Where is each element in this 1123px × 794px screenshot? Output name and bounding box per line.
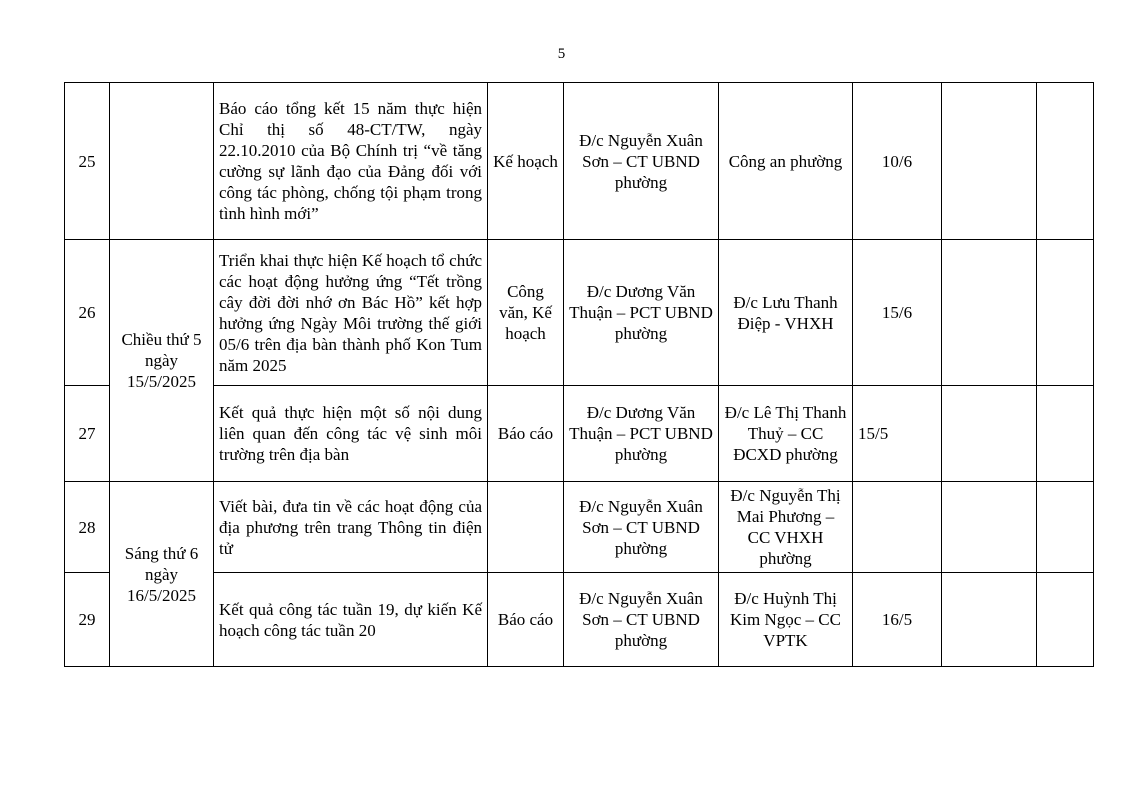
row-number: 27 xyxy=(65,386,110,482)
page-number: 5 xyxy=(557,46,566,62)
session-cell xyxy=(110,83,214,240)
document-type: Công văn, Kế hoạch xyxy=(488,240,564,386)
document-type: Báo cáo xyxy=(488,573,564,667)
work-schedule-table xyxy=(64,82,1094,667)
task-content: Viết bài, đưa tin về các hoạt động của địa phương trên trang Thông tin điện tử xyxy=(214,482,488,573)
document-type: Kế hoạch xyxy=(488,83,564,240)
table-row xyxy=(65,386,1094,482)
deadline: 16/5 xyxy=(853,573,942,667)
leader-in-charge: Đ/c Nguyễn Xuân Sơn – CT UBND phường xyxy=(564,482,719,573)
deadline: 15/5 xyxy=(853,386,942,482)
document-type xyxy=(488,482,564,573)
responsible-unit: Đ/c Huỳnh Thị Kim Ngọc – CC VPTK xyxy=(719,573,853,667)
row-number: 29 xyxy=(65,573,110,667)
task-content: Báo cáo tổng kết 15 năm thực hiện Chỉ thị số 48-CT/TW, ngày 22.10.2010 của Bộ Chính trị “về tăng cường sự lãnh đạo của Đảng đối với công tác phòng, chống tội phạm trong tình hình mới” xyxy=(214,83,488,240)
empty-cell xyxy=(1037,83,1094,240)
responsible-unit: Đ/c Nguyễn Thị Mai Phương – CC VHXH phường xyxy=(719,482,853,573)
table-row xyxy=(65,83,1094,240)
table-row xyxy=(65,482,1094,573)
session-cell: Sáng thứ 6 ngày 16/5/2025 xyxy=(110,482,214,667)
empty-cell xyxy=(1037,573,1094,667)
leader-in-charge: Đ/c Nguyễn Xuân Sơn – CT UBND phường xyxy=(564,573,719,667)
task-content: Kết quả công tác tuần 19, dự kiến Kế hoạch công tác tuần 20 xyxy=(214,573,488,667)
responsible-unit: Công an phường xyxy=(719,83,853,240)
leader-in-charge: Đ/c Dương Văn Thuận – PCT UBND phường xyxy=(564,386,719,482)
session-cell: Chiều thứ 5 ngày 15/5/2025 xyxy=(110,240,214,482)
responsible-unit: Đ/c Lê Thị Thanh Thuỷ – CC ĐCXD phường xyxy=(719,386,853,482)
row-number: 26 xyxy=(65,240,110,386)
document-type: Báo cáo xyxy=(488,386,564,482)
empty-cell xyxy=(942,573,1037,667)
empty-cell xyxy=(1037,386,1094,482)
row-number: 25 xyxy=(65,83,110,240)
deadline xyxy=(853,482,942,573)
deadline: 10/6 xyxy=(853,83,942,240)
deadline: 15/6 xyxy=(853,240,942,386)
task-content: Kết quả thực hiện một số nội dung liên quan đến công tác vệ sinh môi trường trên địa bàn xyxy=(214,386,488,482)
empty-cell xyxy=(942,386,1037,482)
empty-cell xyxy=(942,482,1037,573)
table-row xyxy=(65,573,1094,667)
leader-in-charge: Đ/c Dương Văn Thuận – PCT UBND phường xyxy=(564,240,719,386)
table-row xyxy=(65,240,1094,386)
empty-cell xyxy=(1037,482,1094,573)
empty-cell xyxy=(942,83,1037,240)
empty-cell xyxy=(942,240,1037,386)
empty-cell xyxy=(1037,240,1094,386)
leader-in-charge: Đ/c Nguyễn Xuân Sơn – CT UBND phường xyxy=(564,83,719,240)
responsible-unit: Đ/c Lưu Thanh Điệp - VHXH xyxy=(719,240,853,386)
row-number: 28 xyxy=(65,482,110,573)
task-content: Triển khai thực hiện Kế hoạch tổ chức các hoạt động hưởng ứng “Tết trồng cây đời đời nhớ ơn Bác Hồ” kết hợp hưởng ứng Ngày Môi trường thế giới 05/6 trên địa bàn thành phố Kon Tum năm 2025 xyxy=(214,240,488,386)
